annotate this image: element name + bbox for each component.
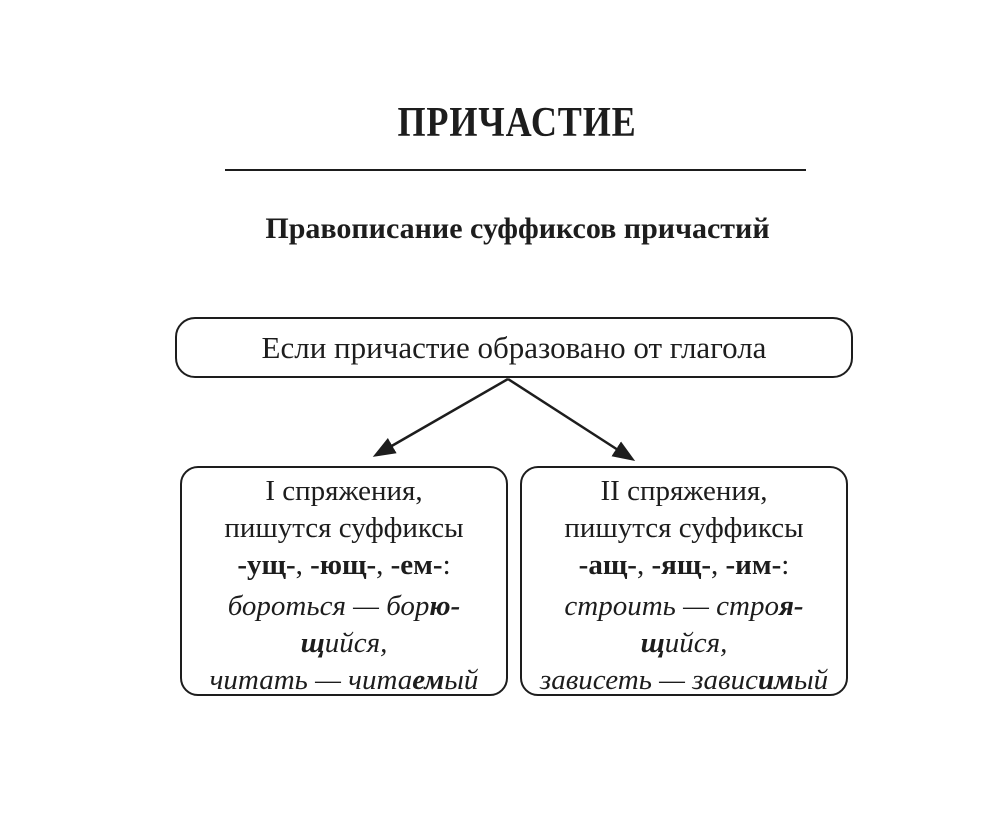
example-bold-suffix: щ bbox=[300, 627, 325, 659]
title-divider bbox=[225, 169, 806, 171]
branch1-example-line3 bbox=[182, 662, 506, 699]
branch2-suffix-line bbox=[522, 547, 846, 584]
suffix-yusch: -ющ- bbox=[310, 549, 377, 581]
suffix-colon: : bbox=[442, 549, 451, 581]
branch1-example-line1 bbox=[182, 588, 506, 625]
suffix-em: -ем- bbox=[390, 549, 443, 581]
branch1-suffix-line bbox=[182, 547, 506, 584]
branch-box-conjugation-1 bbox=[180, 466, 508, 696]
arrow-to-conjugation-1 bbox=[376, 379, 508, 455]
branch2-example-line1 bbox=[522, 588, 846, 625]
branch2-example-line2 bbox=[522, 625, 846, 662]
arrow-to-conjugation-2 bbox=[508, 379, 632, 459]
branch1-example-line2 bbox=[182, 625, 506, 662]
suffix-separator: , bbox=[710, 549, 726, 581]
suffix-im: -им- bbox=[725, 549, 782, 581]
branch2-example-line3 bbox=[522, 662, 846, 699]
suffix-usch: -ущ- bbox=[237, 549, 296, 581]
branch2-heading-line1: II спряжения, bbox=[600, 475, 768, 507]
page-title bbox=[42, 99, 993, 147]
page-title-text: ПРИЧАСТИЕ bbox=[397, 100, 638, 146]
example-bold-suffix: ю- bbox=[429, 590, 461, 622]
example-bold-suffix: ем bbox=[412, 664, 445, 696]
example-bold-suffix: я- bbox=[778, 590, 804, 622]
example-regular-text: читать — чита bbox=[209, 664, 413, 696]
branch2-heading-line2: пишутся суффиксы bbox=[564, 512, 804, 544]
branch-box-conjugation-2 bbox=[520, 466, 848, 696]
suffix-yasch: -ящ- bbox=[651, 549, 711, 581]
branch1-heading-line2: пишутся суффиксы bbox=[224, 512, 464, 544]
branch1-heading-line1: I спряжения, bbox=[265, 475, 423, 507]
example-regular-text: ый bbox=[793, 664, 829, 696]
section-subtitle: Правописание суффиксов причастий bbox=[265, 212, 770, 245]
condition-box bbox=[175, 317, 853, 378]
example-regular-text: зависеть — завис bbox=[539, 664, 758, 696]
suffix-separator: , bbox=[295, 549, 311, 581]
suffix-asch: -ащ- bbox=[578, 549, 637, 581]
example-regular-text: строить — стро bbox=[564, 590, 779, 622]
example-regular-text: ийся, bbox=[664, 627, 728, 659]
example-bold-suffix: щ bbox=[640, 627, 665, 659]
example-regular-text: ый bbox=[444, 664, 479, 696]
suffix-separator: , bbox=[376, 549, 391, 581]
suffix-colon: : bbox=[781, 549, 790, 581]
example-regular-text: ийся, bbox=[324, 627, 388, 659]
example-bold-suffix: им bbox=[757, 664, 794, 696]
suffix-separator: , bbox=[636, 549, 652, 581]
example-regular-text: бороться — бор bbox=[227, 590, 430, 622]
condition-text: Если причастие образовано от глагола bbox=[261, 329, 767, 365]
